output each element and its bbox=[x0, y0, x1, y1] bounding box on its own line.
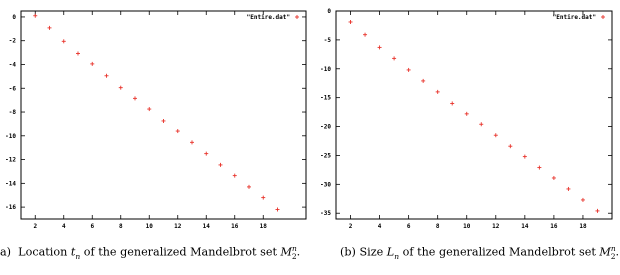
caption-text: of the generalized Mandelbrot set bbox=[402, 245, 596, 259]
data-point bbox=[537, 166, 541, 170]
y-tick-label: -30 bbox=[320, 181, 331, 189]
caption-end: . bbox=[615, 245, 620, 259]
x-tick-label: 18 bbox=[579, 223, 587, 230]
y-tick-label: -10 bbox=[320, 65, 331, 73]
y-tick-label: -6 bbox=[8, 85, 16, 93]
data-point bbox=[508, 144, 512, 148]
x-tick-label: 8 bbox=[118, 223, 123, 230]
x-tick-label: 6 bbox=[90, 223, 95, 230]
x-tick-label: 16 bbox=[550, 223, 558, 230]
data-point bbox=[162, 119, 166, 123]
legend-label: "Entire.dat" bbox=[552, 14, 596, 21]
caption-text: Location bbox=[18, 245, 68, 259]
y-tick-label: -4 bbox=[8, 61, 16, 69]
legend bbox=[553, 14, 605, 21]
data-point bbox=[76, 52, 80, 56]
legend-marker bbox=[295, 15, 299, 19]
data-point bbox=[261, 196, 265, 200]
data-point bbox=[133, 96, 137, 100]
data-point bbox=[392, 56, 396, 60]
y-tick-label: -10 bbox=[5, 132, 16, 140]
data-point bbox=[595, 209, 599, 213]
data-point bbox=[421, 79, 425, 83]
data-point bbox=[349, 20, 353, 24]
data-point bbox=[62, 39, 66, 43]
caption-variable-subscript: n bbox=[75, 251, 81, 261]
data-point bbox=[363, 33, 367, 37]
data-point bbox=[219, 163, 223, 167]
data-point bbox=[581, 198, 585, 202]
data-point bbox=[407, 68, 411, 72]
legend-label: "Entire.dat" bbox=[246, 14, 290, 21]
x-tick-label: 16 bbox=[231, 223, 239, 230]
caption-variable: L bbox=[386, 245, 395, 259]
caption-set-subscript: 2 bbox=[291, 251, 297, 261]
data-point bbox=[247, 185, 251, 189]
caption-set-superscript: n bbox=[291, 244, 297, 253]
caption-text: of the generalized Mandelbrot set bbox=[83, 245, 277, 259]
x-tick-label: 10 bbox=[463, 223, 471, 230]
caption-variable: t bbox=[70, 245, 76, 259]
y-tick-label: -14 bbox=[5, 180, 16, 188]
caption-set-symbol: M bbox=[599, 245, 611, 259]
data-point bbox=[204, 152, 208, 156]
caption-variable-subscript: n bbox=[394, 251, 400, 261]
data-point bbox=[276, 207, 280, 211]
size-scatter-chart bbox=[312, 0, 620, 240]
x-tick-label: 14 bbox=[521, 223, 529, 230]
caption-location bbox=[0, 244, 300, 261]
y-tick-label: -20 bbox=[320, 123, 331, 131]
location-scatter-chart bbox=[0, 0, 312, 240]
data-point bbox=[450, 101, 454, 105]
caption-size bbox=[340, 244, 619, 261]
x-tick-label: 8 bbox=[435, 223, 440, 230]
x-tick-label: 14 bbox=[202, 223, 210, 230]
data-point bbox=[147, 107, 151, 111]
data-point bbox=[436, 90, 440, 94]
data-point bbox=[523, 155, 527, 159]
caption-prefix: (b) bbox=[340, 245, 356, 259]
data-point bbox=[190, 140, 194, 144]
data-point bbox=[233, 174, 237, 178]
plot-frame bbox=[336, 11, 612, 219]
x-tick-label: 4 bbox=[377, 223, 382, 230]
data-point bbox=[176, 129, 180, 133]
x-tick-label: 2 bbox=[348, 223, 353, 230]
caption-end: . bbox=[296, 245, 301, 259]
y-tick-label: -2 bbox=[8, 37, 16, 45]
x-tick-label: 6 bbox=[406, 223, 411, 230]
caption-set-superscript: n bbox=[610, 244, 616, 253]
data-point bbox=[552, 176, 556, 180]
data-point bbox=[90, 62, 94, 66]
data-point bbox=[494, 133, 498, 137]
x-tick-label: 10 bbox=[145, 223, 153, 230]
x-tick-label: 4 bbox=[61, 223, 66, 230]
chart-panel-size bbox=[312, 0, 620, 275]
x-tick-label: 12 bbox=[174, 223, 182, 230]
data-point bbox=[566, 187, 570, 191]
data-point bbox=[119, 86, 123, 90]
legend bbox=[247, 14, 299, 21]
y-tick-label: -12 bbox=[5, 156, 16, 164]
y-tick-label: -8 bbox=[8, 109, 16, 117]
data-point bbox=[48, 26, 52, 30]
x-tick-label: 18 bbox=[259, 223, 267, 230]
legend-marker bbox=[601, 15, 605, 19]
x-tick-label: 2 bbox=[33, 223, 38, 230]
caption-prefix: a) bbox=[0, 245, 12, 259]
y-tick-label: -16 bbox=[5, 204, 16, 212]
data-point bbox=[479, 122, 483, 126]
data-point bbox=[105, 74, 109, 78]
y-tick-label: -5 bbox=[323, 36, 331, 44]
data-point bbox=[465, 112, 469, 116]
x-tick-label: 12 bbox=[492, 223, 500, 230]
data-point bbox=[33, 14, 37, 18]
y-tick-label: -35 bbox=[320, 210, 331, 218]
y-tick-label: 0 bbox=[12, 13, 16, 21]
caption-set-subscript: 2 bbox=[610, 251, 616, 261]
caption-text: Size bbox=[359, 245, 384, 259]
caption-set-symbol: M bbox=[280, 245, 292, 259]
y-tick-label: -25 bbox=[320, 152, 331, 160]
y-tick-label: -15 bbox=[320, 94, 331, 102]
y-tick-label: 0 bbox=[327, 8, 331, 15]
data-point bbox=[378, 45, 382, 49]
